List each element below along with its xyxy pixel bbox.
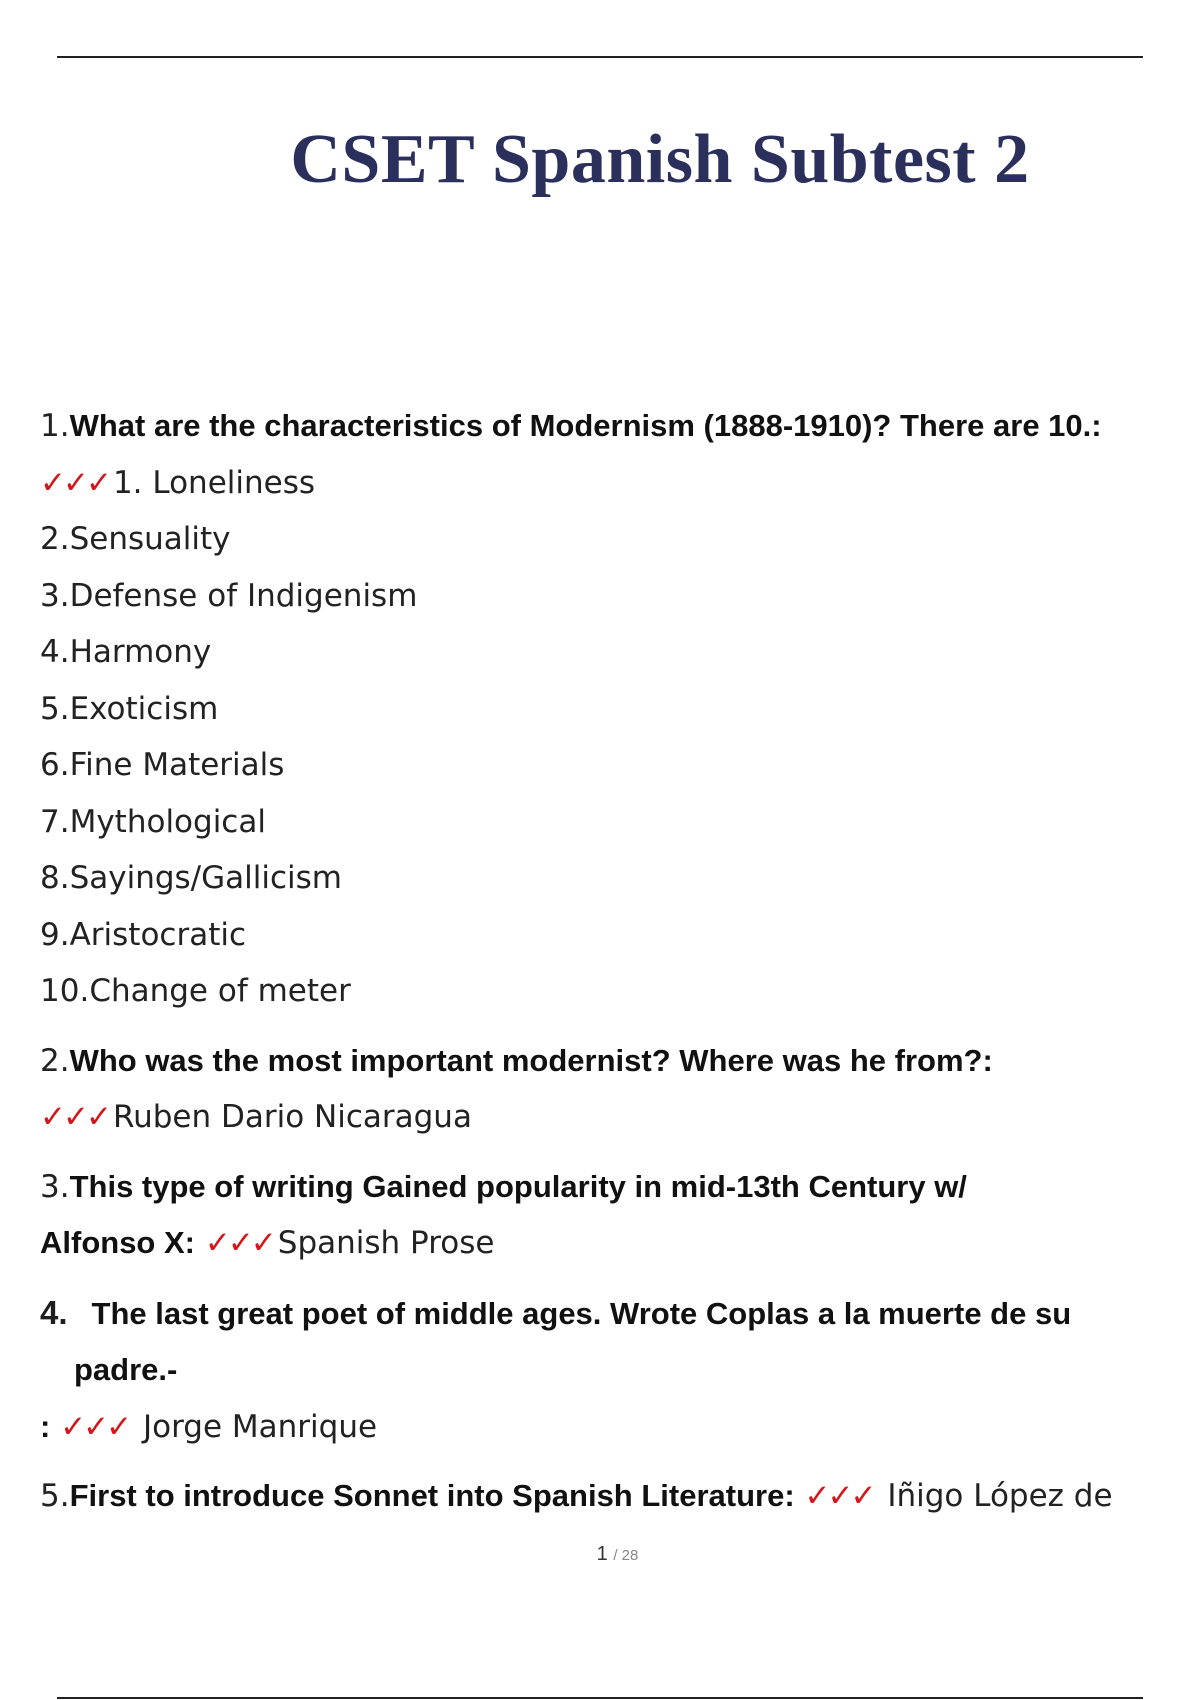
question-1 [40,398,1170,455]
document-body [40,398,1170,1525]
list-item-text: Defense of Indigenism [69,577,418,614]
characteristics-list [40,511,1170,1020]
check-mark-icon: ✓✓✓ [60,1408,130,1445]
check-mark-icon: ✓✓✓ [40,464,109,501]
question-number: 1. [40,408,70,444]
list-item [40,963,1170,1020]
question-text-continued: Alfonso X: [40,1225,195,1260]
list-item [40,511,1170,568]
answer-3 [40,1215,1170,1272]
page-title: CSET Spanish Subtest 2 [290,121,1030,198]
question-number: 2. [40,1042,70,1079]
list-item-number: 10. [40,973,90,1009]
answer-2 [40,1089,1170,1146]
list-item-text: Aristocratic [69,916,247,953]
question-number: 3. [40,1168,70,1205]
list-item-text: Fine Materials [69,747,285,783]
list-item [40,568,1170,625]
question-text: This type of writing Gained popularity in mid-13th Century w/ [69,1168,967,1204]
list-item-number: 2. [40,521,70,557]
list-item-number: 4. [40,634,70,670]
answer-prefix: : [40,1408,51,1444]
list-item-text: Sensuality [69,521,231,557]
list-item-text: Sayings/Gallicism [69,860,342,896]
question-text: Who was the most important modernist? Where was he from?: [69,1042,993,1078]
answer-4 [40,1399,1170,1456]
list-item [40,737,1170,794]
list-item-number: 9. [40,916,70,953]
total-pages: / 28 [613,1547,639,1564]
list-item-number: 5. [40,690,70,727]
top-rule [57,56,1143,58]
question-3 [40,1159,1170,1216]
list-item-number: 3. [40,577,70,614]
question-2 [40,1033,1170,1090]
question-text-continued: padre.- [74,1352,178,1387]
list-item [40,850,1170,907]
check-mark-icon: ✓✓✓ [204,1225,274,1261]
list-item-text: Exoticism [69,690,219,727]
answer-text: Jorge Manrique [142,1408,378,1445]
question-number: 4. [40,1293,68,1331]
list-item-number: 8. [40,860,70,896]
list-item-number: 7. [40,803,70,840]
list-item-text: Harmony [69,634,212,670]
question-text: First to introduce Sonnet into Spanish Literature: [69,1478,795,1513]
list-item [40,794,1170,851]
question-number: 5. [40,1478,70,1514]
answer-text: Spanish Prose [277,1225,495,1261]
question-4-continued [40,1342,1170,1399]
check-mark-icon: ✓✓✓ [804,1478,874,1514]
current-page: 1 [596,1543,608,1565]
question-5 [40,1468,1170,1525]
question-text: What are the characteristics of Modernism (1888-1910)? There are 10.: [69,408,1102,443]
check-mark-icon: ✓✓✓ [40,1099,109,1135]
list-item-number: 6. [40,747,70,783]
list-item-text: Mythological [69,803,266,840]
answer-1 [40,455,1170,512]
answer-text: Iñigo López de [887,1478,1113,1514]
answer-text: 1. Loneliness [112,464,316,501]
answer-text: Ruben Dario Nicaragua [112,1099,472,1135]
list-item-text: Change of meter [89,973,351,1009]
bottom-rule [57,1697,1143,1699]
page-number [0,1543,1200,1566]
list-item [40,681,1170,738]
list-item [40,907,1170,964]
question-text: The last great poet of middle ages. Wrote Coplas a la muerte de su [91,1295,1072,1331]
question-4 [40,1285,1170,1343]
list-item [40,624,1170,681]
